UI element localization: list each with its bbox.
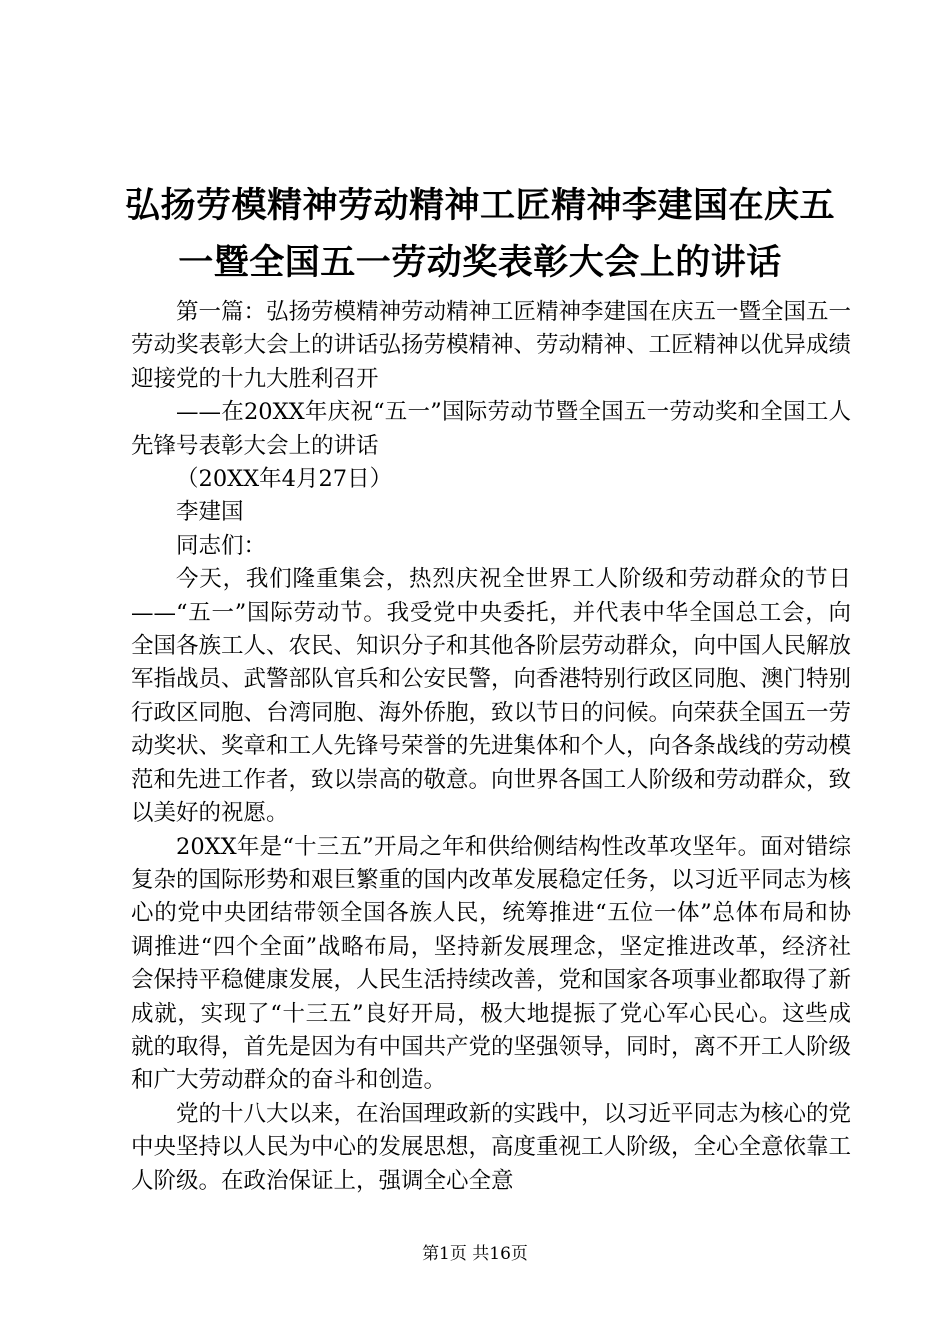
document-body: [131, 296, 851, 1198]
paragraph-body-1: 今天，我们隆重集会，热烈庆祝全世界工人阶级和劳动群众的节日——“五一”国际劳动节。我受党中央委托，并代表中华全国总工会，向全国各族工人、农民、知识分子和其他各阶层劳动群众，向中国人民解放军指战员、武警部队官兵和公安民警，向香港特别行政区同胞、澳门特别行政区同胞、台湾同胞、海外侨胞，致以节日的问候。向荣获全国五一劳动奖状、奖章和工人先锋号荣誉的先进集体和个人，向各条战线的劳动模范和先进工作者，致以崇高的敬意。向世界各国工人阶级和劳动群众，致以美好的祝愿。: [131, 566, 852, 827]
paragraph-date: （20XX年4月27日）: [176, 466, 393, 493]
paragraph-body-2: 20XX年是“十三五”开局之年和供给侧结构性改革攻坚年。面对错综复杂的国际形势和艰巨繁重的国内改革发展稳定任务，以习近平同志为核心的党中央团结带领全国各族人民，统筹推进“五位一体”总体布局和协调推进“四个全面”战略布局，坚持新发展理念，坚定推进改革，经济社会保持平稳健康发展，人民生活持续改善，党和国家各项事业都取得了新成就，实现了“十三五”良好开局，极大地提振了党心军心民心。这些成就的取得，首先是因为有中国共产党的坚强领导，同时，离不开工人阶级和广大劳动群众的奋斗和创造。: [131, 833, 852, 1094]
paragraph-salutation: 同志们：: [176, 532, 267, 559]
paragraph-speaker: 李建国: [176, 499, 244, 526]
document-title: 弘扬劳模精神劳动精神工匠精神李建国在庆五一暨全国五一劳动奖表彰大会上的讲话: [124, 186, 835, 283]
paragraph-subtitle: ——在20XX年庆祝“五一”国际劳动节暨全国五一劳动奖和全国工人先锋号表彰大会上的讲话: [131, 399, 851, 459]
page-footer: 第1页 共16页: [422, 1244, 528, 1264]
paragraph-intro: 第一篇：弘扬劳模精神劳动精神工匠精神李建国在庆五一暨全国五一劳动奖表彰大会上的讲话弘扬劳模精神、劳动精神、工匠精神以优异成绩迎接党的十九大胜利召开: [131, 299, 852, 392]
paragraph-body-3: 党的十八大以来，在治国理政新的实践中，以习近平同志为核心的党中央坚持以人民为中心的发展思想，高度重视工人阶级，全心全意依靠工人阶级。在政治保证上，强调全心全意: [131, 1100, 852, 1194]
